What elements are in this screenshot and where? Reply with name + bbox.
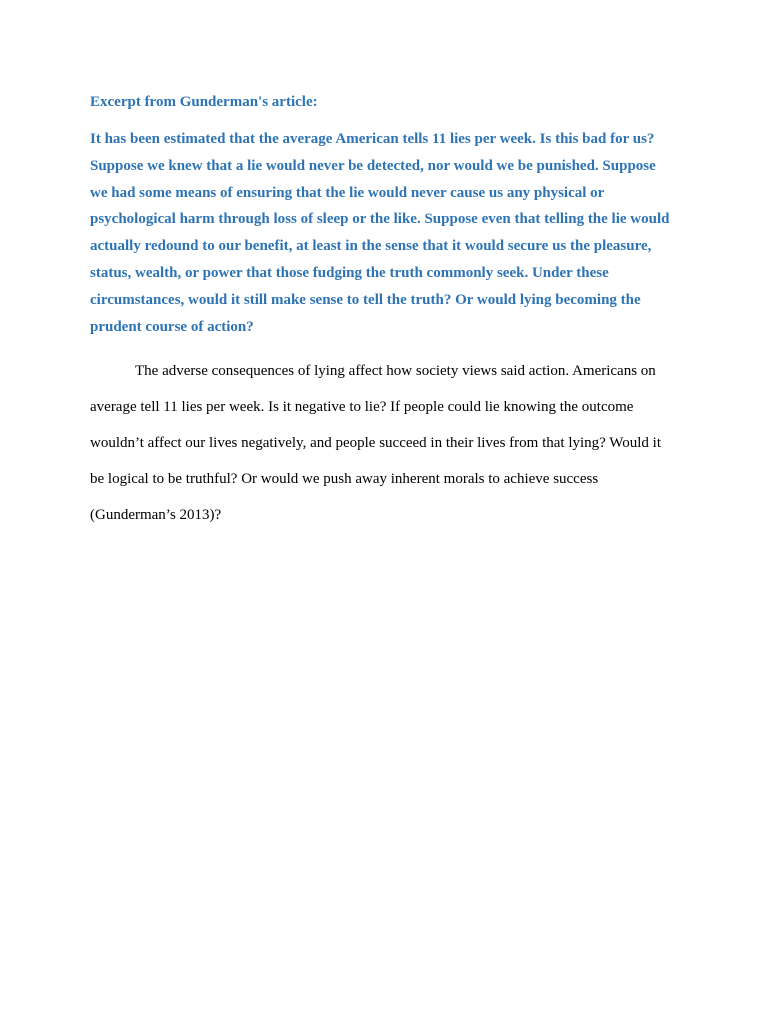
excerpt-quote: It has been estimated that the average American tells 11 lies per week. Is this bad for us? Suppose we knew that a lie would never be detected, nor would we be punished. Suppose we had some means of ensuring that the lie would never cause us any physical or psychological harm through loss of sleep or the like. Suppose even that telling the lie would actually redound to our benefit, at least in the sense that it would secure us the pleasure, status, wealth, or power that those fudging the truth commonly seek. Under these circumstances, would it still make sense to tell the truth? Or would lying becoming the prudent course of action? bbox=[90, 131, 670, 335]
response-paragraph: The adverse consequences of lying affect how society views said action. Americans on average tell 11 lies per week. Is it negative to lie? If people could lie knowing the outcome wouldn’t affect our lives negatively, and people succeed in their lives from that lying? Would it be logical to be truthful? Or would we push away inherent morals to achieve success (Gunderman’s 2013)? bbox=[90, 363, 662, 523]
document-body bbox=[90, 92, 676, 533]
excerpt-heading: Excerpt from Gunderman's article: bbox=[90, 94, 318, 110]
